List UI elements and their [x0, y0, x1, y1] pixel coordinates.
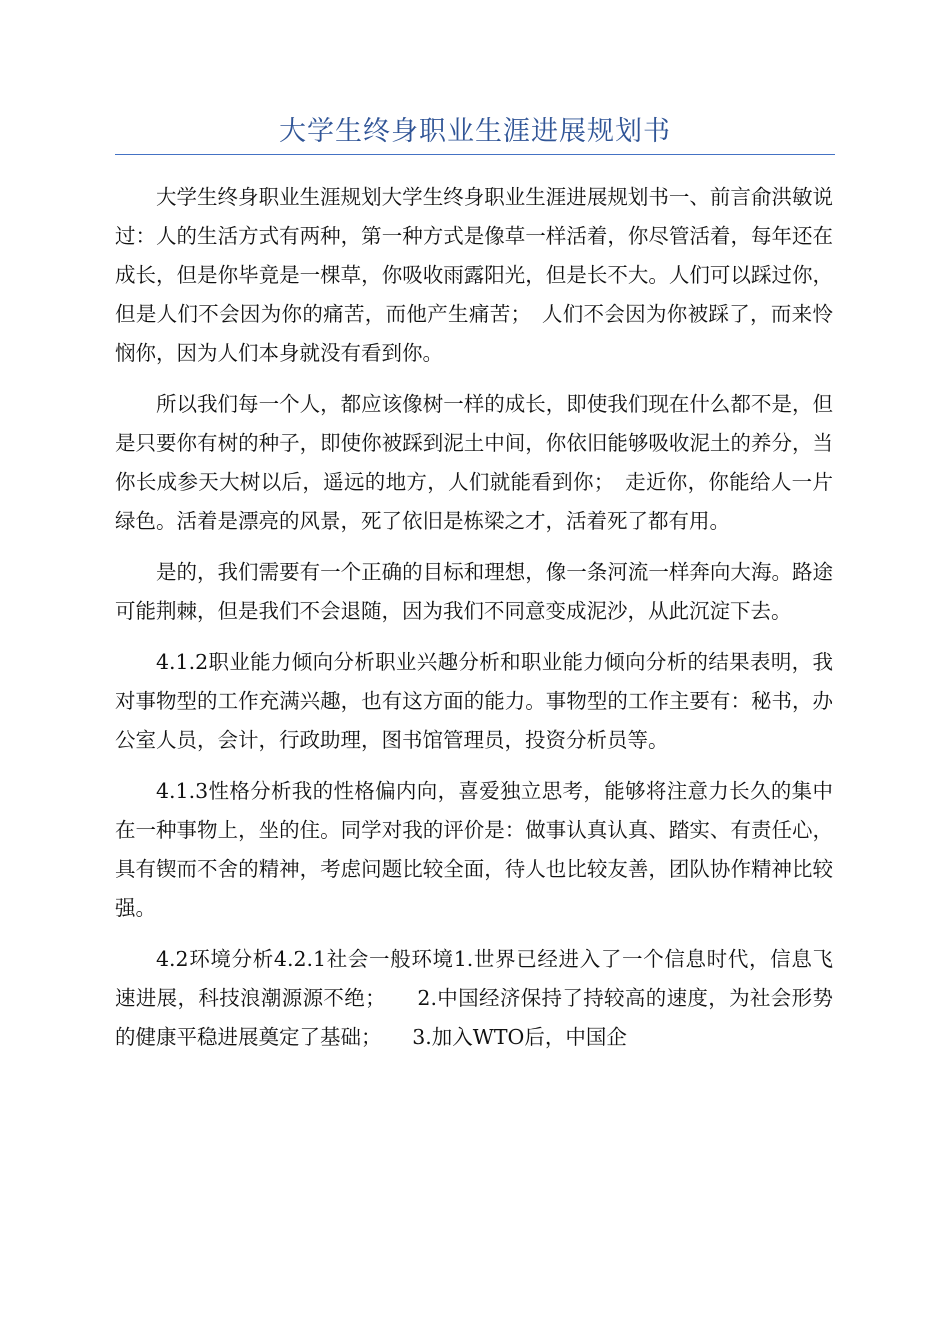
document-body	[115, 178, 833, 1069]
paragraph-1: 大学生终身职业生涯规划大学生终身职业生涯进展规划书一、前言俞洪敏说过：人的生活方式有两种，第一种方式是像草一样活着，你尽管活着，每年还在成长，但是你毕竟是一棵草，你吸收雨露阳光，但是长不大。人们可以踩过你，但是人们不会因为你的痛苦，而他产生痛苦； 人们不会因为你被踩了，而来怜悯你，因为人们本身就没有看到你。	[115, 185, 833, 365]
paragraph-5: 4.1.3性格分析我的性格偏内向，喜爱独立思考，能够将注意力长久的集中在一种事物上，坐的住。同学对我的评价是：做事认真认真、踏实、有责任心，具有锲而不舍的精神，考虑问题比较全面，待人也比较友善，团队协作精神比较强。	[115, 779, 833, 920]
paragraph-3: 是的，我们需要有一个正确的目标和理想，像一条河流一样奔向大海。路途可能荆棘，但是我们不会退随，因为我们不同意变成泥沙，从此沉淀下去。	[115, 560, 833, 623]
paragraph-6: 4.2环境分析4.2.1社会一般环境1.世界已经进入了一个信息时代，信息飞速进展，科技浪潮源源不绝； 2.中国经济保持了持较高的速度，为社会形势的健康平稳进展奠定了基础； 3.加入WTO后，中国企	[115, 947, 833, 1049]
title-underline	[115, 154, 835, 155]
document-title: 大学生终身职业生涯进展规划书	[279, 116, 671, 147]
paragraph-2: 所以我们每一个人，都应该像树一样的成长，即使我们现在什么都不是，但是只要你有树的种子，即使你被踩到泥土中间，你依旧能够吸收泥土的养分，当你长成参天大树以后，遥远的地方，人们就能看到你； 走近你，你能给人一片绿色。活着是漂亮的风景，死了依旧是栋梁之才，活着死了都有用。	[115, 392, 833, 533]
paragraph-4: 4.1.2职业能力倾向分析职业兴趣分析和职业能力倾向分析的结果表明，我对事物型的工作充满兴趣，也有这方面的能力。事物型的工作主要有：秘书，办公室人员，会计，行政助理，图书馆管理员，投资分析员等。	[115, 650, 833, 752]
